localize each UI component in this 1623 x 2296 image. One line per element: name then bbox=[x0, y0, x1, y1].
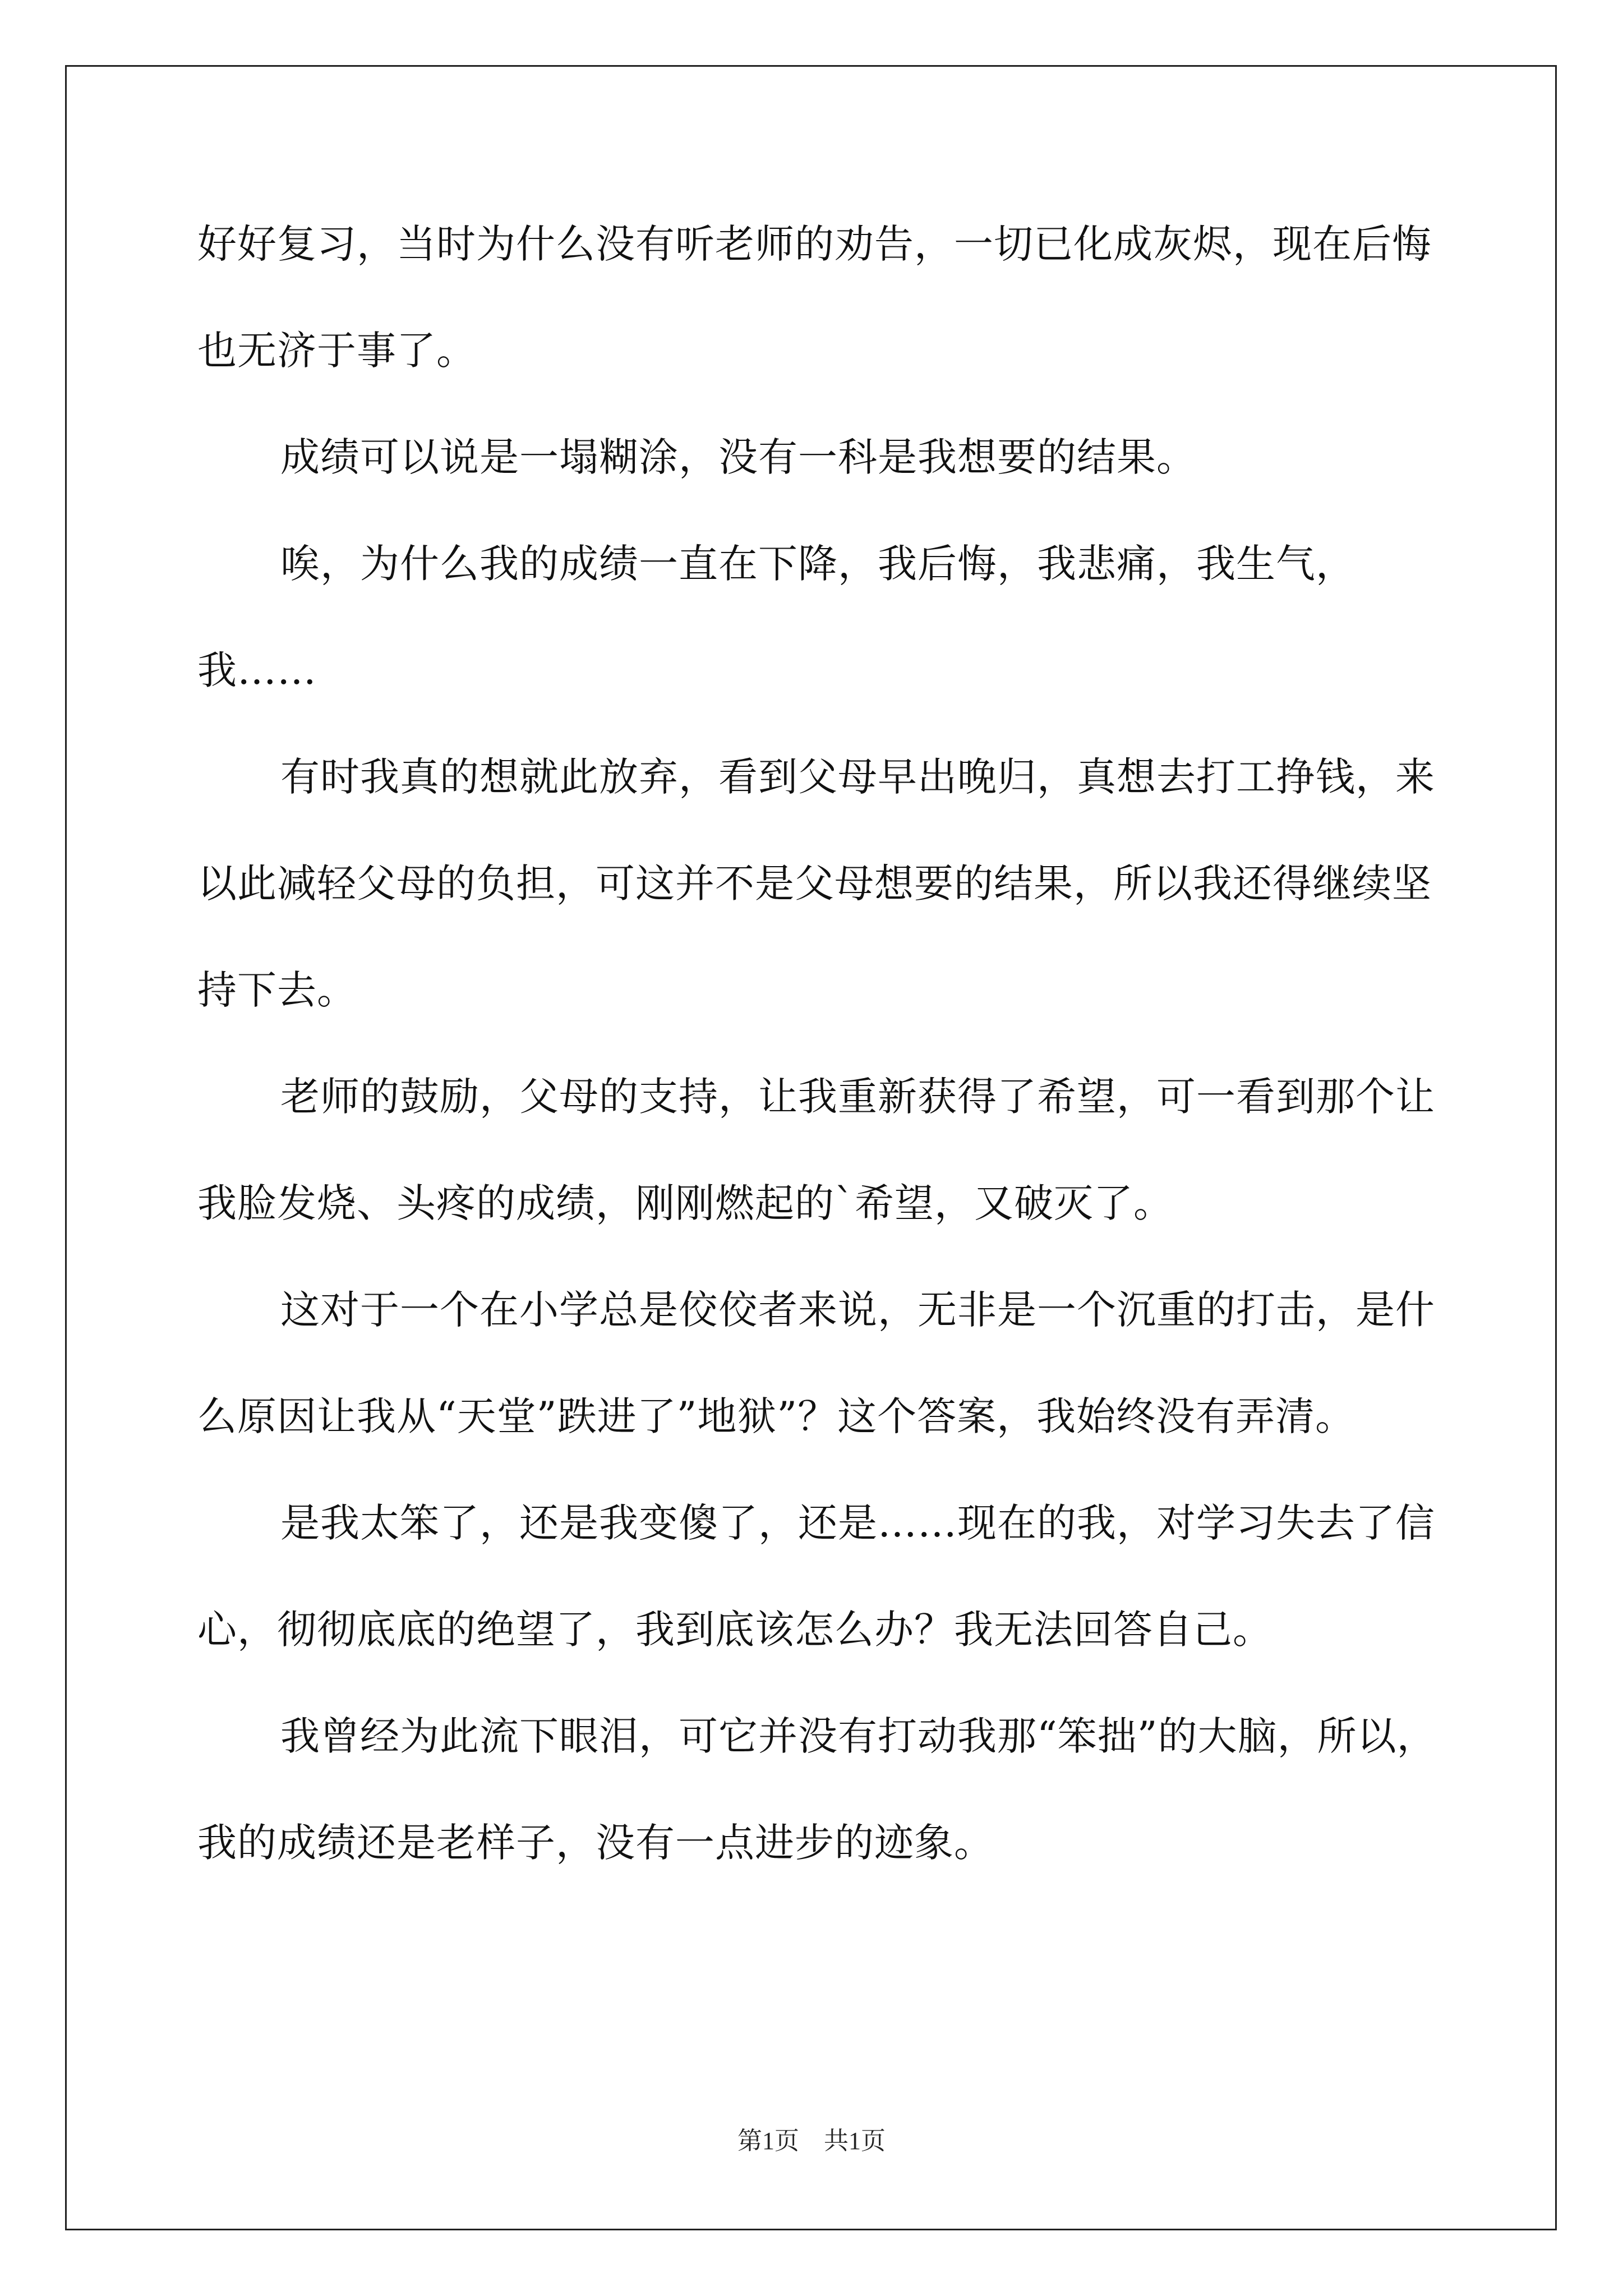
paragraph-1: 好好复习，当时为什么没有听老师的劝告，一切已化成灰烬，现在后悔也无济于事了。 bbox=[197, 221, 1432, 374]
paragraph-3: 唉，为什么我的成绩一直在下降，我后悔，我悲痛，我生气，我…… bbox=[197, 541, 1355, 693]
paragraph-5: 老师的鼓励，父母的支持，让我重新获得了希望，可一看到那个让我脸发烧、头疼的成绩，刚刚燃起的`希望，又破灭了。 bbox=[197, 1074, 1435, 1226]
paragraph-8: 我曾经为此流下眼泪，可它并没有打动我那“笨拙”的大脑，所以，我的成绩还是老样子，没有一点进步的迹象。 bbox=[197, 1713, 1437, 1866]
page-footer: 第1页 共1页 bbox=[737, 2127, 886, 2155]
paragraph-7: 是我太笨了，还是我变傻了，还是……现在的我，对学习失去了信心，彻彻底底的绝望了，我到底该怎么办？我无法回答自己。 bbox=[197, 1500, 1435, 1653]
paragraph-2: 成绩可以说是一塌糊涂，没有一科是我想要的结果。 bbox=[280, 434, 1196, 480]
document-body bbox=[197, 191, 1437, 1896]
paragraph-4: 有时我真的想就此放弃，看到父母早出晚归，真想去打工挣钱，来以此减轻父母的负担，可这并不是父母想要的结果，所以我还得继续坚持下去。 bbox=[197, 754, 1435, 1013]
paragraph-6: 这对于一个在小学总是佼佼者来说，无非是一个沉重的打击，是什么原因让我从“天堂”跌进了”地狱”？这个答案，我始终没有弄清。 bbox=[197, 1287, 1435, 1439]
